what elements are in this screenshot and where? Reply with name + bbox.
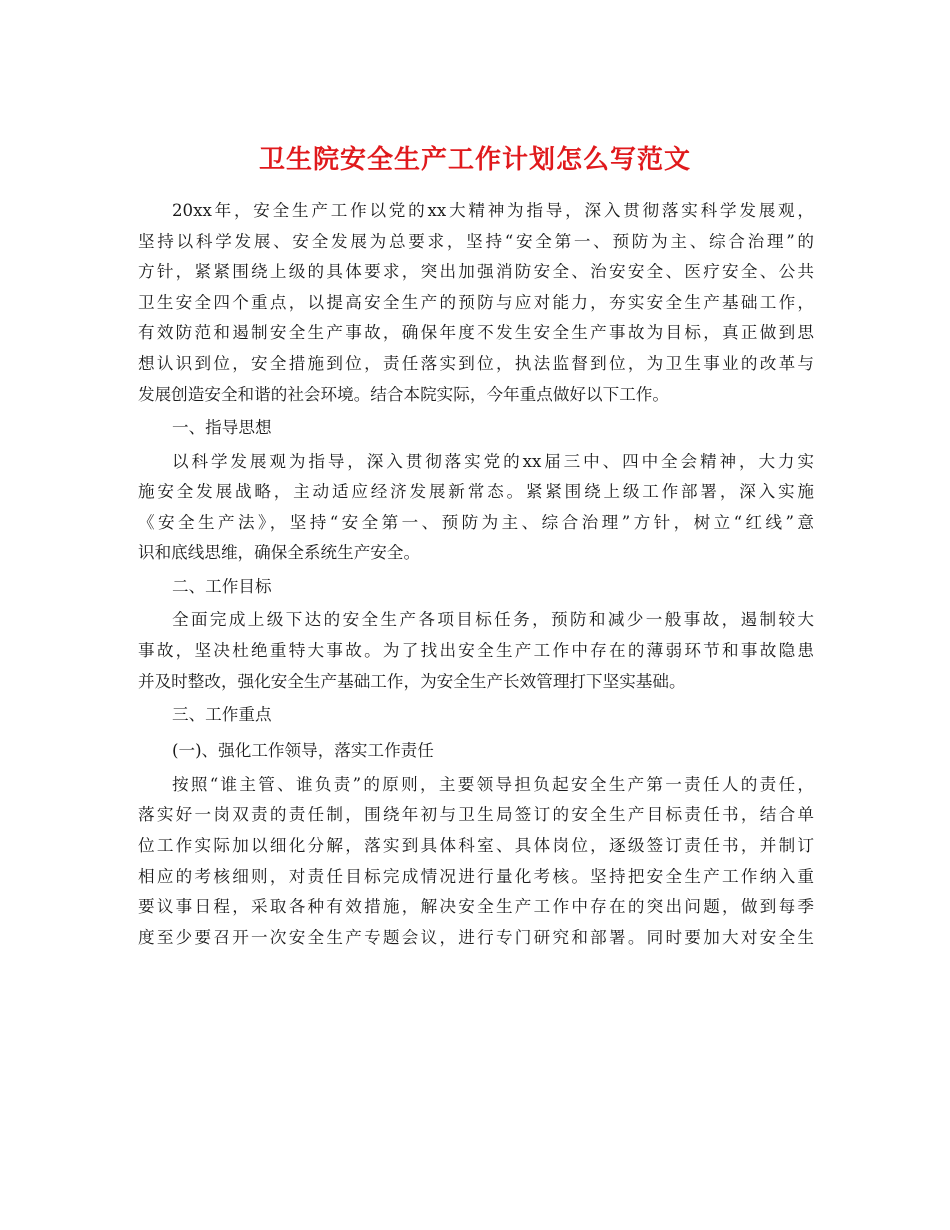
paragraph-line: 按照“谁主管、谁负责”的原则，主要领导担负起安全生产第一责任人的责任，: [172, 774, 814, 794]
paragraph-line: 方针，紧紧围绕上级的具体要求，突出加强消防安全、治安安全、医疗安全、公共: [138, 262, 814, 282]
paragraph-line: 度至少要召开一次安全生产专题会议，进行专门研究和部署。同时要加大对安全生: [138, 927, 814, 947]
paragraph-line: 位工作实际加以细化分解，落实到具体科室、具体岗位，逐级签订责任书，并制订: [138, 836, 814, 856]
document-title: 卫生院安全生产工作计划怎么写范文: [258, 145, 691, 175]
section-heading: 二、工作目标: [172, 576, 272, 596]
paragraph-line: 想认识到位，安全措施到位，责任落实到位，执法监督到位，为卫生事业的改革与: [138, 353, 814, 373]
paragraph-line: 卫生安全四个重点，以提高安全生产的预防与应对能力，夯实安全生产基础工作，: [138, 292, 814, 312]
paragraph-line: 有效防范和遏制安全生产事故，确保年度不发生安全生产事故为目标，真正做到思: [138, 323, 814, 343]
paragraph-line: 坚持以科学发展、安全发展为总要求，坚持“安全第一、预防为主、综合治理”的: [138, 231, 814, 251]
paragraph-line: 以科学发展观为指导，深入贯彻落实党的xx届三中、四中全会精神，大力实: [172, 451, 814, 471]
paragraph-line: 20xx年，安全生产工作以党的xx大精神为指导，深入贯彻落实科学发展观，: [172, 201, 814, 220]
paragraph-line: 施安全发展战略，主动适应经济发展新常态。紧紧围绕上级工作部署，深入实施: [138, 482, 814, 502]
paragraph-line: 落实好一岗双责的责任制，围绕年初与卫生局签订的安全生产目标责任书，结合单: [138, 805, 814, 825]
section-heading: 三、工作重点: [172, 705, 272, 725]
paragraph-line: 全面完成上级下达的安全生产各项目标任务，预防和减少一般事故，遏制较大: [172, 610, 814, 630]
paragraph-line: 要议事日程，采取各种有效措施，解决安全生产工作中存在的突出问题，做到每季: [138, 897, 814, 917]
section-heading: 一、指导思想: [172, 418, 272, 438]
paragraph-line: 事故，坚决杜绝重特大事故。为了找出安全生产工作中存在的薄弱环节和事故隐患: [138, 640, 814, 660]
paragraph-line: 《安全生产法》，坚持“安全第一、预防为主、综合治理”方针，树立“红线”意: [138, 512, 814, 532]
document-body: [138, 196, 814, 953]
subsection-heading: (一)、强化工作领导，落实工作责任: [172, 741, 434, 761]
paragraph-line: 识和底线思维，确保全系统生产安全。: [138, 543, 421, 563]
paragraph-line: 发展创造安全和谐的社会环境。结合本院实际，今年重点做好以下工作。: [138, 384, 669, 404]
paragraph-line: 并及时整改，强化安全生产基础工作，为安全生产长效管理打下坚实基础。: [138, 671, 686, 691]
paragraph-line: 相应的考核细则，对责任目标完成情况进行量化考核。坚持把安全生产工作纳入重: [138, 866, 814, 886]
